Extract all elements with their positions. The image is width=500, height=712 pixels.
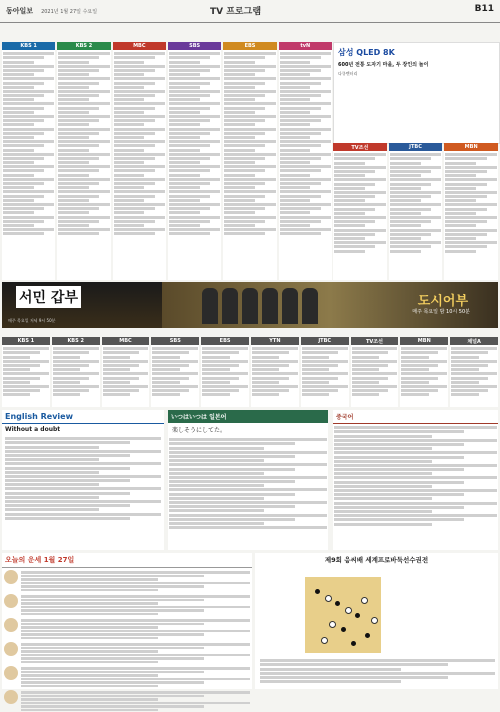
zodiac-icon (4, 570, 18, 584)
go-board (305, 577, 381, 653)
masthead (0, 0, 500, 23)
fortune-title (2, 553, 252, 568)
go-stone (341, 627, 346, 632)
schedule-lines (2, 50, 55, 237)
column-tvn (279, 42, 332, 280)
column-header: MBN (400, 337, 448, 345)
zodiac-icon (4, 618, 18, 632)
column-header: KBS 1 (2, 42, 55, 50)
fortune-row (4, 618, 250, 640)
lower-column (52, 337, 100, 407)
column-header: JTBC (301, 337, 349, 345)
go-stone (315, 589, 320, 594)
column-header: KBS 1 (2, 337, 50, 345)
japanese-sentence: 楽しそうにしてた。 (172, 427, 227, 434)
banner-right-title: 도시어부 (417, 294, 468, 309)
daily-fortune (2, 553, 252, 689)
fortune-row (4, 690, 250, 712)
column-header: SBS (168, 42, 221, 50)
column-ebs (223, 42, 276, 280)
banner-left-title: 서민 갑부 (16, 286, 81, 308)
go-stone (355, 613, 360, 618)
go-stone (329, 621, 336, 628)
zodiac-icon (4, 642, 18, 656)
fortune-row (4, 594, 250, 616)
banner-right-sub: 매주 목요일 밤 10시 50분 (412, 309, 470, 315)
go-stone (325, 595, 332, 602)
go-stone (335, 601, 340, 606)
lower-column (351, 337, 399, 407)
lower-column (201, 337, 249, 407)
schedule-lines (168, 50, 221, 237)
japanese-text (168, 436, 328, 531)
column-kbs2 (57, 42, 110, 280)
japanese-lesson (168, 410, 328, 550)
column-tvchosun (333, 143, 387, 280)
column-header: SBS (151, 337, 199, 345)
page-number: B11 (474, 4, 494, 14)
lower-column (151, 337, 199, 407)
logo: 동아일보 (6, 7, 34, 15)
column-kbs1 (2, 42, 55, 280)
go-stone (351, 641, 356, 646)
column-header: EBS (223, 42, 276, 50)
date: 2021년 1월 27일 수요일 (41, 8, 98, 15)
schedule-lines (389, 151, 443, 255)
lower-column (2, 337, 50, 407)
english-title: English Review (2, 410, 164, 424)
column-mbn (444, 143, 498, 280)
column-header: MBC (102, 337, 150, 345)
fortune-row (4, 666, 250, 688)
baduk-title: 제9회 응씨배 세계프로바둑선수권전 (324, 556, 429, 564)
go-stone (361, 597, 368, 604)
chinese-lesson (333, 410, 498, 550)
column-header: TV조선 (351, 337, 399, 345)
column-header: YTN (251, 337, 299, 345)
lower-column (450, 337, 498, 407)
chinese-title: 중국어 (333, 410, 498, 424)
schedule-lines (57, 50, 110, 237)
lower-section-caption (2, 330, 498, 336)
lower-column (102, 337, 150, 407)
samsung-ad (333, 42, 500, 144)
english-text (2, 435, 164, 522)
english-subtitle: Without a doubt (5, 426, 61, 433)
schedule-lines (223, 50, 276, 237)
baduk-text (259, 657, 496, 685)
column-jtbc (389, 143, 443, 280)
column-header: MBC (113, 42, 166, 50)
zodiac-icon (4, 594, 18, 608)
fortune-row (4, 642, 250, 664)
column-sbs (168, 42, 221, 280)
lower-column (400, 337, 448, 407)
section-title: TV 프로그램 (210, 7, 262, 17)
column-header: MBN (444, 143, 498, 151)
go-stone (345, 607, 352, 614)
ad-headline: 600년 전통 도자기 마을, 두 장인의 놀이 (338, 62, 429, 68)
zodiac-icon (4, 666, 18, 680)
banner-left-sub: 매주 목요일 저녁 9시 50분 (8, 318, 56, 323)
column-header: KBS 2 (57, 42, 110, 50)
column-header: TV조선 (333, 143, 387, 151)
fortune-date: 1월 27일 (43, 556, 75, 564)
column-mbc (113, 42, 166, 280)
go-stone (371, 617, 378, 624)
channel-info-bar (0, 22, 500, 42)
column-header: tvN (279, 42, 332, 50)
japanese-title: いつはいつは 일본어 (168, 410, 328, 423)
ad-subline: 다큐멘터리 (338, 71, 358, 76)
column-header: KBS 2 (52, 337, 100, 345)
chinese-text (333, 424, 498, 528)
schedule-lines (333, 151, 387, 255)
cable-schedule-grid (333, 143, 498, 280)
zodiac-icon (4, 690, 18, 704)
cast-photo (202, 288, 318, 324)
schedule-lines (113, 50, 166, 237)
banner-left (2, 282, 162, 328)
english-review (2, 410, 164, 550)
go-stone (321, 637, 328, 644)
banner-right (162, 282, 498, 328)
ad-brand-prefix: 삼성 (338, 48, 354, 57)
column-header: EBS (201, 337, 249, 345)
lower-column (301, 337, 349, 407)
promo-banner (2, 282, 498, 328)
column-header: JTBC (389, 143, 443, 151)
fortune-title-text: 오늘의 운세 (5, 556, 42, 564)
tv-schedule-grid (2, 42, 332, 280)
schedule-lines (444, 151, 498, 255)
column-header: 채널A (450, 337, 498, 345)
fortune-row (4, 570, 250, 592)
lower-column (251, 337, 299, 407)
lower-schedule-grid (2, 337, 498, 407)
go-stone (365, 633, 370, 638)
ad-brand-name: QLED 8K (356, 48, 395, 57)
schedule-lines (279, 50, 332, 237)
ad-brand (338, 47, 395, 58)
baduk-column (255, 553, 498, 689)
